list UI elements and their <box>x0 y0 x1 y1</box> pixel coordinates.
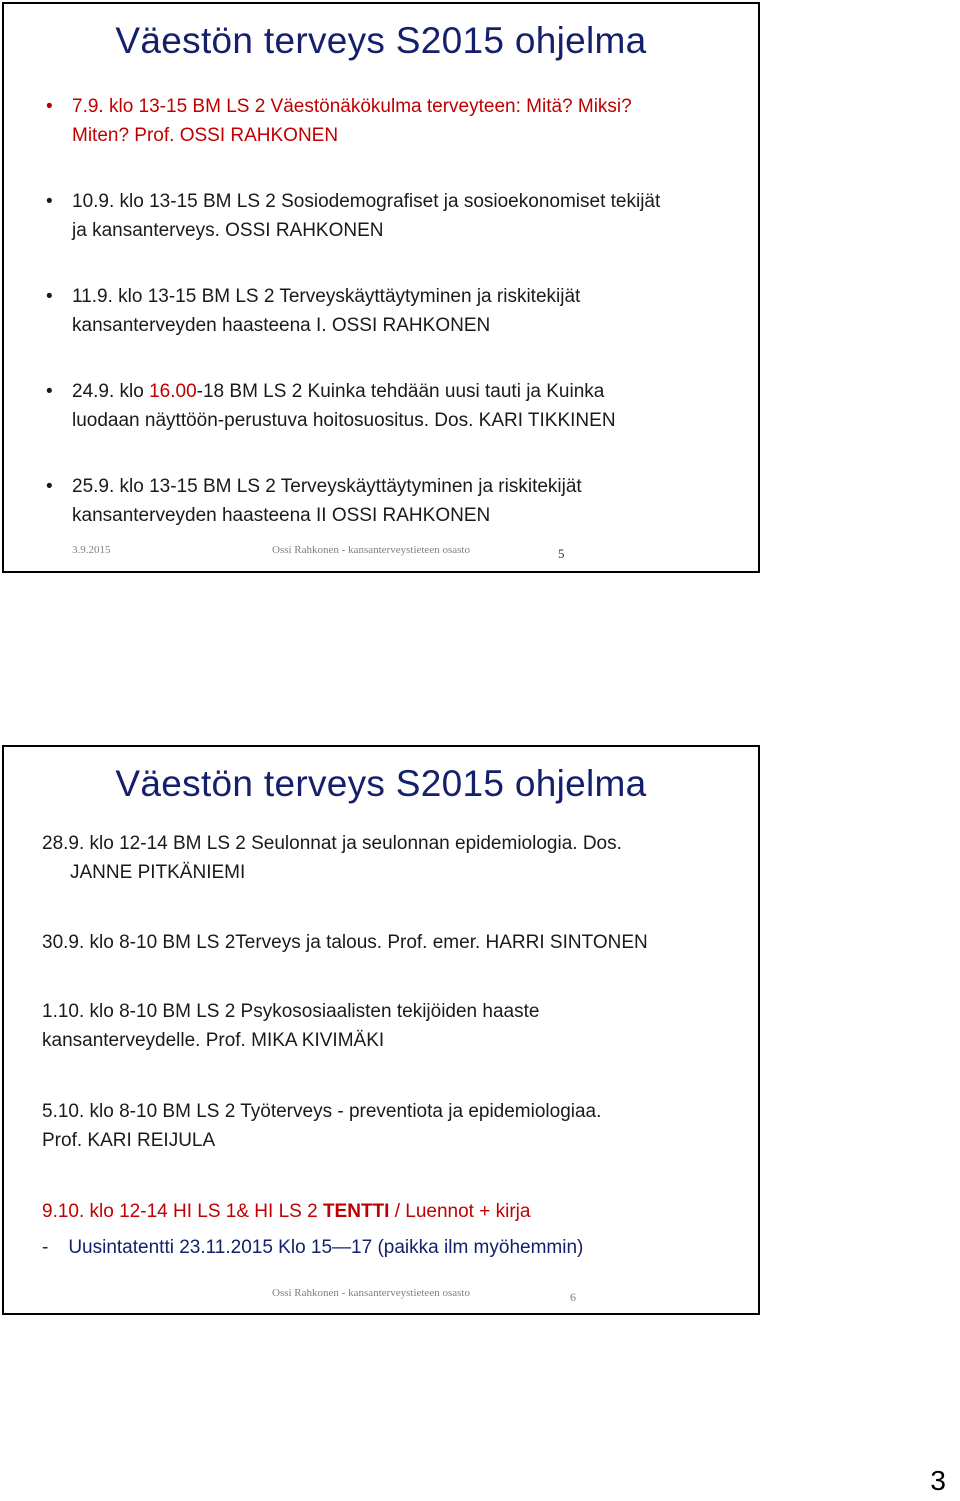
footer-date: 3.9.2015 <box>72 544 111 556</box>
schedule-item: • 7.9. klo 13-15 BM LS 2 Väestönäkökulma terveyteen: Mitä? Miksi? Miten? Prof. OSSI RAHKONEN <box>72 92 752 150</box>
slide-title: Väestön terveys S2015 ohjelma <box>115 763 647 804</box>
schedule-item: • 11.9. klo 13-15 BM LS 2 Terveyskäyttäytyminen ja riskitekijät kansanterveyden haasteena I. OSSI RAHKONEN <box>72 282 752 340</box>
page-number: 3 <box>930 1465 946 1496</box>
bullet-icon: • <box>46 96 53 117</box>
slide-5 <box>2 2 760 573</box>
schedule-item: • 24.9. klo 16.00-18 BM LS 2 Kuinka tehdään uusi tauti ja Kuinka luodaan näyttöön-perustuva hoitosuositus. Dos. KARI TIKKINEN <box>72 377 752 435</box>
slide-number: 5 <box>558 546 565 561</box>
slide-number: 6 <box>570 1290 576 1304</box>
bullet-icon: • <box>46 286 53 307</box>
schedule-item: • 25.9. klo 13-15 BM LS 2 Terveyskäyttäytyminen ja riskitekijät kansanterveyden haasteena II OSSI RAHKONEN <box>72 472 752 530</box>
bullet-icon: • <box>46 191 53 212</box>
schedule-item: 30.9. klo 8-10 BM LS 2Terveys ja talous. Prof. emer. HARRI SINTONEN <box>42 932 648 953</box>
exam-item: 9.10. klo 12-14 HI LS 1& HI LS 2 TENTTI / Luennot + kirja <box>42 1201 531 1222</box>
footer-text: Ossi Rahkonen - kansanterveystieteen osasto <box>272 544 470 556</box>
schedule-item: 28.9. klo 12-14 BM LS 2 Seulonnat ja seulonnan epidemiologia. Dos. JANNE PITKÄNIEMI <box>42 833 622 883</box>
bullet-icon: • <box>46 476 53 497</box>
schedule-item: 5.10. klo 8-10 BM LS 2 Työterveys - preventiota ja epidemiologiaa. Prof. KARI REIJULA <box>42 1101 602 1151</box>
retake-item: - Uusintatentti 23.11.2015 Klo 15—17 (paikka ilm myöhemmin) <box>42 1237 584 1258</box>
footer-text: Ossi Rahkonen - kansanterveystieteen osasto <box>272 1287 470 1299</box>
slide-title: Väestön terveys S2015 ohjelma <box>115 20 647 61</box>
schedule-item: 1.10. klo 8-10 BM LS 2 Psykososiaalisten tekijöiden haaste kansanterveydelle. Prof. MIKA KIVIMÄKI <box>42 1001 540 1051</box>
slide-6 <box>2 745 760 1315</box>
schedule-item: • 10.9. klo 13-15 BM LS 2 Sosiodemografiset ja sosioekonomiset tekijät ja kansanterveys. OSSI RAHKONEN <box>72 187 752 245</box>
bullet-icon: • <box>46 381 53 402</box>
